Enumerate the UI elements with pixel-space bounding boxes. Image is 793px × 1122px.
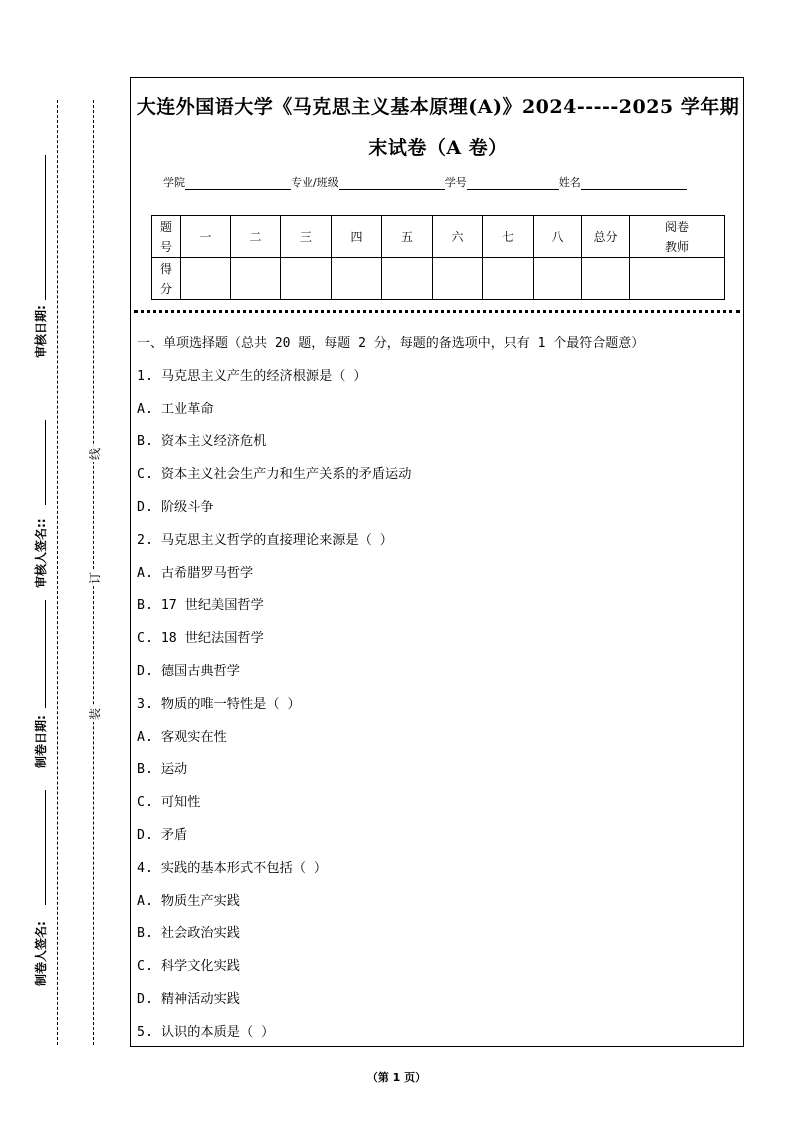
col-6: 六 [433, 216, 483, 258]
option-line: D. 阶级斗争 [137, 499, 214, 515]
score-cell-1[interactable] [181, 258, 231, 300]
make-sign-label: 制卷人签名: [34, 921, 48, 986]
grader-header: 阅卷 教师 [630, 216, 725, 258]
exam-title-line1: 大连外国语大学《马克思主义基本原理(A)》2024-----2025 学年期 [136, 96, 740, 118]
score-cell-4[interactable] [332, 258, 382, 300]
score-cell-8[interactable] [534, 258, 582, 300]
option-line: B. 社会政治实践 [137, 926, 240, 942]
option-line: B. 资本主义经济危机 [137, 434, 267, 450]
section-heading: 一、单项选择题（总共 20 题，每题 2 分，每题的备选项中，只有 1 个最符合题意） [137, 336, 645, 351]
option-line: C. 科学文化实践 [137, 959, 240, 975]
student-info-row [163, 174, 687, 190]
option-line: A. 古希腊罗马哲学 [137, 565, 254, 581]
make-sign-line [45, 790, 46, 905]
col-7: 七 [483, 216, 534, 258]
student-id-field[interactable] [467, 177, 559, 190]
college-label: 学院 [163, 176, 185, 189]
col-4: 四 [332, 216, 382, 258]
col-1: 一 [181, 216, 231, 258]
col-3: 三 [281, 216, 332, 258]
option-line: B. 17 世纪美国哲学 [137, 598, 264, 614]
score-table-score-row [152, 258, 725, 300]
exam-title-line2: 末试卷（A 卷） [368, 137, 508, 159]
name-label: 姓名 [558, 176, 581, 189]
option-line: B. 运动 [137, 762, 188, 778]
option-line: D. 精神活动实践 [137, 991, 240, 1007]
option-line: A. 物质生产实践 [137, 893, 240, 909]
binding-mark-ding: 订 [88, 571, 102, 584]
col-total: 总分 [582, 216, 630, 258]
student-id-label: 学号 [444, 176, 467, 189]
review-date-line [45, 155, 46, 300]
score-cell-7[interactable] [483, 258, 534, 300]
score-cell-2[interactable] [231, 258, 281, 300]
score-table [151, 215, 725, 300]
question-line: 5. 认识的本质是（ ） [137, 1024, 275, 1040]
review-sign-line [45, 420, 46, 505]
option-line: A. 工业革命 [137, 401, 214, 417]
question-line: 1. 马克思主义产生的经济根源是（ ） [137, 368, 367, 384]
question-line: 2. 马克思主义哲学的直接理论来源是（ ） [137, 532, 393, 548]
major-class-label: 专业/班级 [291, 176, 339, 189]
score-cell-6[interactable] [433, 258, 483, 300]
make-date-label: 制卷日期: [34, 715, 48, 768]
col-5: 五 [382, 216, 433, 258]
page-number: （第 1 页） [366, 1071, 427, 1084]
score-cell-5[interactable] [382, 258, 433, 300]
make-date-line [45, 600, 46, 708]
grader-cell[interactable] [630, 258, 725, 300]
question-number-header: 题 号 [152, 216, 181, 258]
review-sign-label: 审核人签名:: [34, 518, 48, 588]
col-2: 二 [231, 216, 281, 258]
college-field[interactable] [185, 177, 291, 190]
question-line: 4. 实践的基本形式不包括（ ） [137, 860, 328, 876]
option-line: C. 18 世纪法国哲学 [137, 631, 264, 647]
question-content [137, 328, 737, 1050]
option-line: C. 可知性 [137, 795, 201, 811]
option-line: C. 资本主义社会生产力和生产关系的矛盾运动 [137, 467, 412, 483]
name-field[interactable] [581, 177, 687, 190]
major-class-field[interactable] [339, 177, 445, 190]
option-line: D. 矛盾 [137, 827, 188, 843]
option-line: A. 客观实在性 [137, 729, 227, 745]
exam-frame [130, 77, 744, 1047]
binding-mark-line: 线 [88, 447, 102, 460]
question-line: 3. 物质的唯一特性是（ ） [137, 696, 301, 712]
binding-dashed-line-outer [57, 100, 58, 1045]
col-8: 八 [534, 216, 582, 258]
score-cell-total[interactable] [582, 258, 630, 300]
section-divider [134, 310, 740, 313]
score-header: 得 分 [152, 258, 181, 300]
binding-mark-zhuang: 装 [88, 707, 102, 720]
score-table-header-row [152, 216, 725, 258]
review-date-label: 审核日期: [34, 305, 48, 358]
option-line: D. 德国古典哲学 [137, 663, 240, 679]
score-cell-3[interactable] [281, 258, 332, 300]
